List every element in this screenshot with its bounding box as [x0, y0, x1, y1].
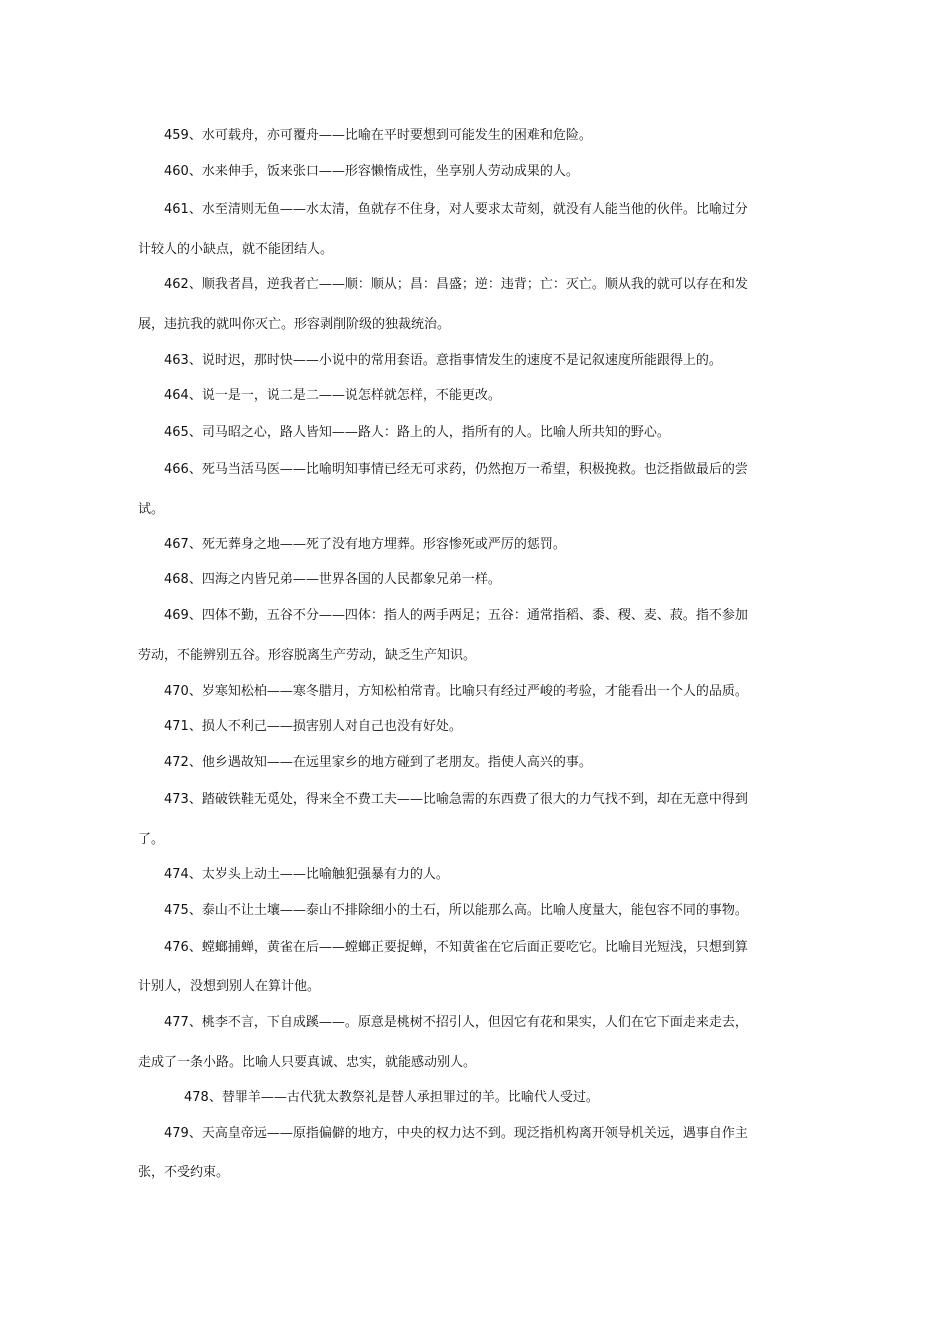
entry-number: 469 [164, 608, 189, 623]
entry-text: 、太岁头上动土——比喻触犯强暴有力的人。 [188, 867, 449, 882]
entry-477-continuation [138, 1054, 818, 1072]
entry-461-continuation [138, 241, 818, 259]
entry-number: 466 [164, 462, 189, 477]
entry-text: 、螳螂捕蝉，黄雀在后——螳螂正要捉蝉，不知黄雀在它后面正要吃它。比喻目光短浅，只想到算 [188, 940, 748, 955]
entry-476-continuation [138, 978, 818, 996]
entry-462-continuation [138, 316, 818, 334]
entry-number: 477 [164, 1015, 189, 1030]
entry-462-line [164, 276, 824, 294]
entry-text: 、损人不利己——损害别人对自己也没有好处。 [188, 719, 462, 734]
entry-469-continuation [138, 647, 818, 665]
entry-number: 465 [164, 425, 189, 440]
entry-number: 478 [184, 1090, 209, 1105]
entry-465-line [164, 424, 824, 442]
entry-text: 、泰山不让土壤——泰山不排除细小的土石，所以能那么高。比喻人度量大，能包容不同的事物。 [188, 903, 748, 918]
entry-number: 472 [164, 755, 189, 770]
entry-text: 、死无葬身之地——死了没有地方埋葬。形容惨死或严厉的惩罚。 [188, 537, 566, 552]
entry-number: 474 [164, 867, 189, 882]
entry-474-line [164, 866, 824, 884]
entry-number: 463 [164, 353, 189, 368]
entry-text: 、四体不勤，五谷不分——四体：指人的两手两足；五谷：通常指稻、黍、稷、麦、菽。指不参加 [188, 608, 748, 623]
entry-463-line [164, 352, 824, 370]
entry-text: 、顺我者昌，逆我者亡——顺：顺从；昌：昌盛；逆：违背；亡：灭亡。顺从我的就可以存在和发 [188, 277, 748, 292]
entry-number: 462 [164, 277, 189, 292]
entry-number: 470 [164, 684, 189, 699]
entry-text: 试。 [138, 502, 165, 517]
entry-text: 、说时迟，那时快——小说中的常用套语。意指事情发生的速度不是记叙速度所能跟得上的。 [188, 353, 722, 368]
entry-text: 劳动，不能辨别五谷。形容脱离生产劳动，缺乏生产知识。 [138, 648, 477, 663]
entry-number: 467 [164, 537, 189, 552]
entry-text: 、桃李不言，下自成蹊——。原意是桃树不招引人，但因它有花和果实，人们在它下面走来走去， [188, 1015, 748, 1030]
entry-475-line [164, 902, 824, 920]
entry-text: 、死马当活马医——比喻明知事情已经无可求药，仍然抱万一希望，积极挽救。也泛指做最后的尝 [188, 462, 748, 477]
entry-478-line [184, 1089, 824, 1107]
entry-470-line [164, 683, 824, 701]
entry-460-line [164, 163, 824, 181]
entry-text: 、他乡遇故知——在远里家乡的地方碰到了老朋友。指使人高兴的事。 [188, 755, 592, 770]
entry-473-continuation [138, 831, 818, 849]
entry-number: 459 [164, 128, 189, 143]
entry-text: 、踏破铁鞋无觅处，得来全不费工夫——比喻急需的东西费了很大的力气找不到，却在无意中得到 [188, 792, 748, 807]
entry-text: 、司马昭之心，路人皆知——路人：路上的人，指所有的人。比喻人所共知的野心。 [188, 425, 670, 440]
entry-477-line [164, 1014, 824, 1032]
entry-466-continuation [138, 501, 818, 519]
entry-479-continuation [138, 1164, 818, 1182]
entry-479-line [164, 1125, 824, 1143]
entry-text: 、替罪羊——古代犹太教祭礼是替人承担罪过的羊。比喻代人受过。 [208, 1090, 599, 1105]
entry-461-line [164, 201, 824, 219]
entry-number: 475 [164, 903, 189, 918]
entry-text: 张，不受约束。 [138, 1165, 230, 1180]
entry-text: 、天高皇帝远——原指偏僻的地方，中央的权力达不到。现泛指机构离开领导机关远，遇事自作主 [188, 1126, 748, 1141]
entry-text: 、水可载舟，亦可覆舟——比喻在平时要想到可能发生的困难和危险。 [188, 128, 592, 143]
entry-469-line [164, 607, 824, 625]
entry-466-line [164, 461, 824, 479]
entry-text: 、水至清则无鱼——水太清，鱼就存不住身，对人要求太苛刻，就没有人能当他的伙伴。比喻过分 [188, 202, 748, 217]
entry-472-line [164, 754, 824, 772]
entry-number: 476 [164, 940, 189, 955]
entry-text: 计较人的小缺点，就不能团结人。 [138, 242, 334, 257]
entry-number: 468 [164, 572, 189, 587]
entry-number: 461 [164, 202, 189, 217]
entry-468-line [164, 571, 824, 589]
entry-text: 走成了一条小路。比喻人只要真诚、忠实，就能感动别人。 [138, 1055, 477, 1070]
entry-number: 479 [164, 1126, 189, 1141]
entry-text: 了。 [138, 832, 165, 847]
entry-473-line [164, 791, 824, 809]
entry-text: 、四海之内皆兄弟——世界各国的人民都象兄弟一样。 [188, 572, 501, 587]
entry-text: 计别人，没想到别人在算计他。 [138, 979, 321, 994]
entry-459-line [164, 127, 824, 145]
entry-text: 、水来伸手，饭来张口——形容懒惰成性，坐享别人劳动成果的人。 [188, 164, 579, 179]
entry-text: 、说一是一，说二是二——说怎样就怎样，不能更改。 [188, 388, 501, 403]
entry-number: 460 [164, 164, 189, 179]
entry-467-line [164, 536, 824, 554]
entry-text: 展，违抗我的就叫你灭亡。形容剥削阶级的独裁统治。 [138, 317, 451, 332]
entry-text: 、岁寒知松柏——寒冬腊月，方知松柏常青。比喻只有经过严峻的考验，才能看出一个人的品质。 [188, 684, 748, 699]
entry-number: 471 [164, 719, 189, 734]
entry-471-line [164, 718, 824, 736]
entry-number: 464 [164, 388, 189, 403]
entry-464-line [164, 387, 824, 405]
entry-number: 473 [164, 792, 189, 807]
entry-476-line [164, 939, 824, 957]
